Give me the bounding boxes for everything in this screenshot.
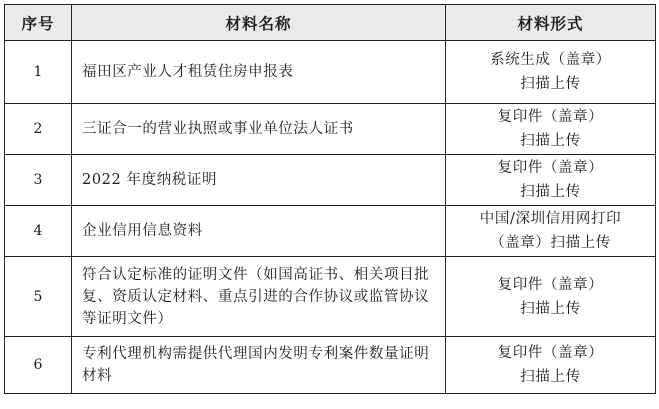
table-row: [5, 41, 656, 104]
row-number: 6: [5, 337, 72, 394]
material-form-cell: [446, 206, 656, 257]
form-line: 扫描上传: [520, 300, 581, 317]
table-header: [5, 5, 656, 41]
table-row: [5, 206, 656, 257]
table-row: [5, 337, 656, 394]
row-number: 4: [5, 206, 72, 257]
table-body: [5, 41, 656, 394]
header-material-name: 材料名称: [72, 5, 446, 41]
table-row: [5, 104, 656, 155]
table-row: [5, 155, 656, 206]
materials-table: [4, 4, 656, 394]
material-name-cell: 符合认定标准的证明文件（如国高证书、相关项目批复、资质认定材料、重点引进的合作协议或监管协议等证明文件）: [72, 257, 446, 337]
header-serial-number: 序号: [5, 5, 72, 41]
material-form-cell: [446, 41, 656, 104]
material-name-cell: 企业信用信息资料: [72, 206, 446, 257]
form-line: 系统生成（盖章）: [490, 52, 611, 68]
row-number: 1: [5, 41, 72, 104]
form-line: 复印件（盖章）: [497, 109, 604, 125]
material-name-cell: 三证合一的营业执照或事业单位法人证书: [72, 104, 446, 155]
form-line: 复印件（盖章）: [497, 160, 604, 176]
row-number: 5: [5, 257, 72, 337]
form-line: 复印件（盖章）: [497, 345, 604, 361]
form-line: 复印件（盖章）: [497, 276, 604, 293]
material-form-cell: [446, 104, 656, 155]
form-line: 扫描上传: [520, 369, 581, 385]
material-name-cell: 专利代理机构需提供代理国内发明专利案件数量证明材料: [72, 337, 446, 394]
header-row: [5, 5, 656, 41]
header-material-form: 材料形式: [446, 5, 656, 41]
material-name-cell: 2022 年度纳税证明: [72, 155, 446, 206]
form-line: 扫描上传: [520, 76, 581, 92]
material-name-cell: 福田区产业人才租赁住房申报表: [72, 41, 446, 104]
table-row: [5, 257, 656, 337]
row-number: 3: [5, 155, 72, 206]
material-form-cell: [446, 337, 656, 394]
form-line: （盖章）扫描上传: [490, 235, 611, 251]
material-form-cell: [446, 257, 656, 337]
form-line: 扫描上传: [520, 184, 581, 200]
material-form-cell: [446, 155, 656, 206]
form-line: 中国/深圳信用网打印: [479, 211, 622, 227]
row-number: 2: [5, 104, 72, 155]
form-line: 扫描上传: [520, 133, 581, 149]
